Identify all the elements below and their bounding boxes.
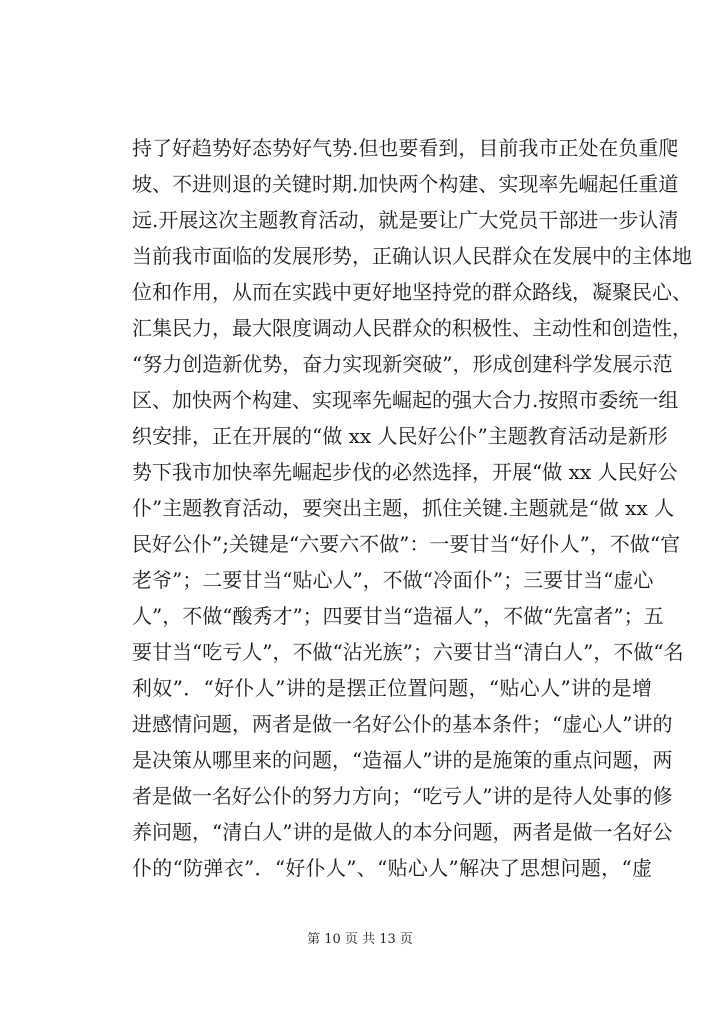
text-line: 位和作用，从而在实践中更好地坚持党的群众路线，凝聚民心、 [132, 280, 692, 304]
text-line: 仆的“防弹衣”．“好仆人”、“贴心人”解决了思想问题，“虚 [132, 856, 652, 880]
text-line: 人”，不做“酸秀才”；四要甘当“造福人”，不做“先富者”；五 [132, 604, 664, 628]
text-line: 老爷”；二要甘当“贴心人”，不做“冷面仆”；三要甘当“虚心 [132, 568, 654, 592]
text-line: 织安排，正在开展的“做 xx 人民好公仆”主题教育活动是新形 [132, 424, 668, 448]
text-line: 仆”主题教育活动，要突出主题，抓住关键.主题就是“做 xx 人 [132, 496, 675, 520]
text-line: 坡、不进则退的关键时期.加快两个构建、实现率先崛起任重道 [132, 172, 679, 196]
text-line: 远.开展这次主题教育活动，就是要让广大党员干部进一步认清 [132, 208, 679, 232]
text-line: 区、加快两个构建、实现率先崛起的强大合力.按照市委统一组 [132, 388, 679, 412]
text-line: 当前我市面临的发展形势，正确认识人民群众在发展中的主体地 [132, 244, 692, 268]
body-text [132, 130, 692, 886]
text-line: 汇集民力，最大限度调动人民群众的积极性、主动性和创造性， [132, 316, 692, 340]
text-line: 利奴”．“好仆人”讲的是摆正位置问题，“贴心人”讲的是增 [132, 676, 652, 700]
text-line: 是决策从哪里来的问题，“造福人”讲的是施策的重点问题，两 [132, 748, 673, 772]
text-line: 势下我市加快率先崛起步伐的必然选择，开展“做 xx 人民好公 [132, 460, 678, 484]
text-line: 者是做一名好公仆的努力方向；“吃亏人”讲的是待人处事的修 [132, 784, 673, 808]
page-number-footer: 第 10 页 共 13 页 [307, 932, 413, 947]
text-line: 民好公仆”;关键是“六要六不做”：一要甘当“好仆人”，不做“官 [132, 532, 681, 556]
text-line: 要甘当“吃亏人”，不做“沾光族”；六要甘当“清白人”，不做“名 [132, 640, 684, 664]
text-line: 养问题，“清白人”讲的是做人的本分问题，两者是做一名好公 [132, 820, 673, 844]
text-line: “努力创造新优势，奋力实现新突破”，形成创建科学发展示范 [132, 352, 673, 376]
text-line: 进感情问题，两者是做一名好公仆的基本条件；“虚心人”讲的 [132, 712, 673, 736]
text-line: 持了好趋势好态势好气势.但也要看到，目前我市正处在负重爬 [132, 136, 679, 160]
